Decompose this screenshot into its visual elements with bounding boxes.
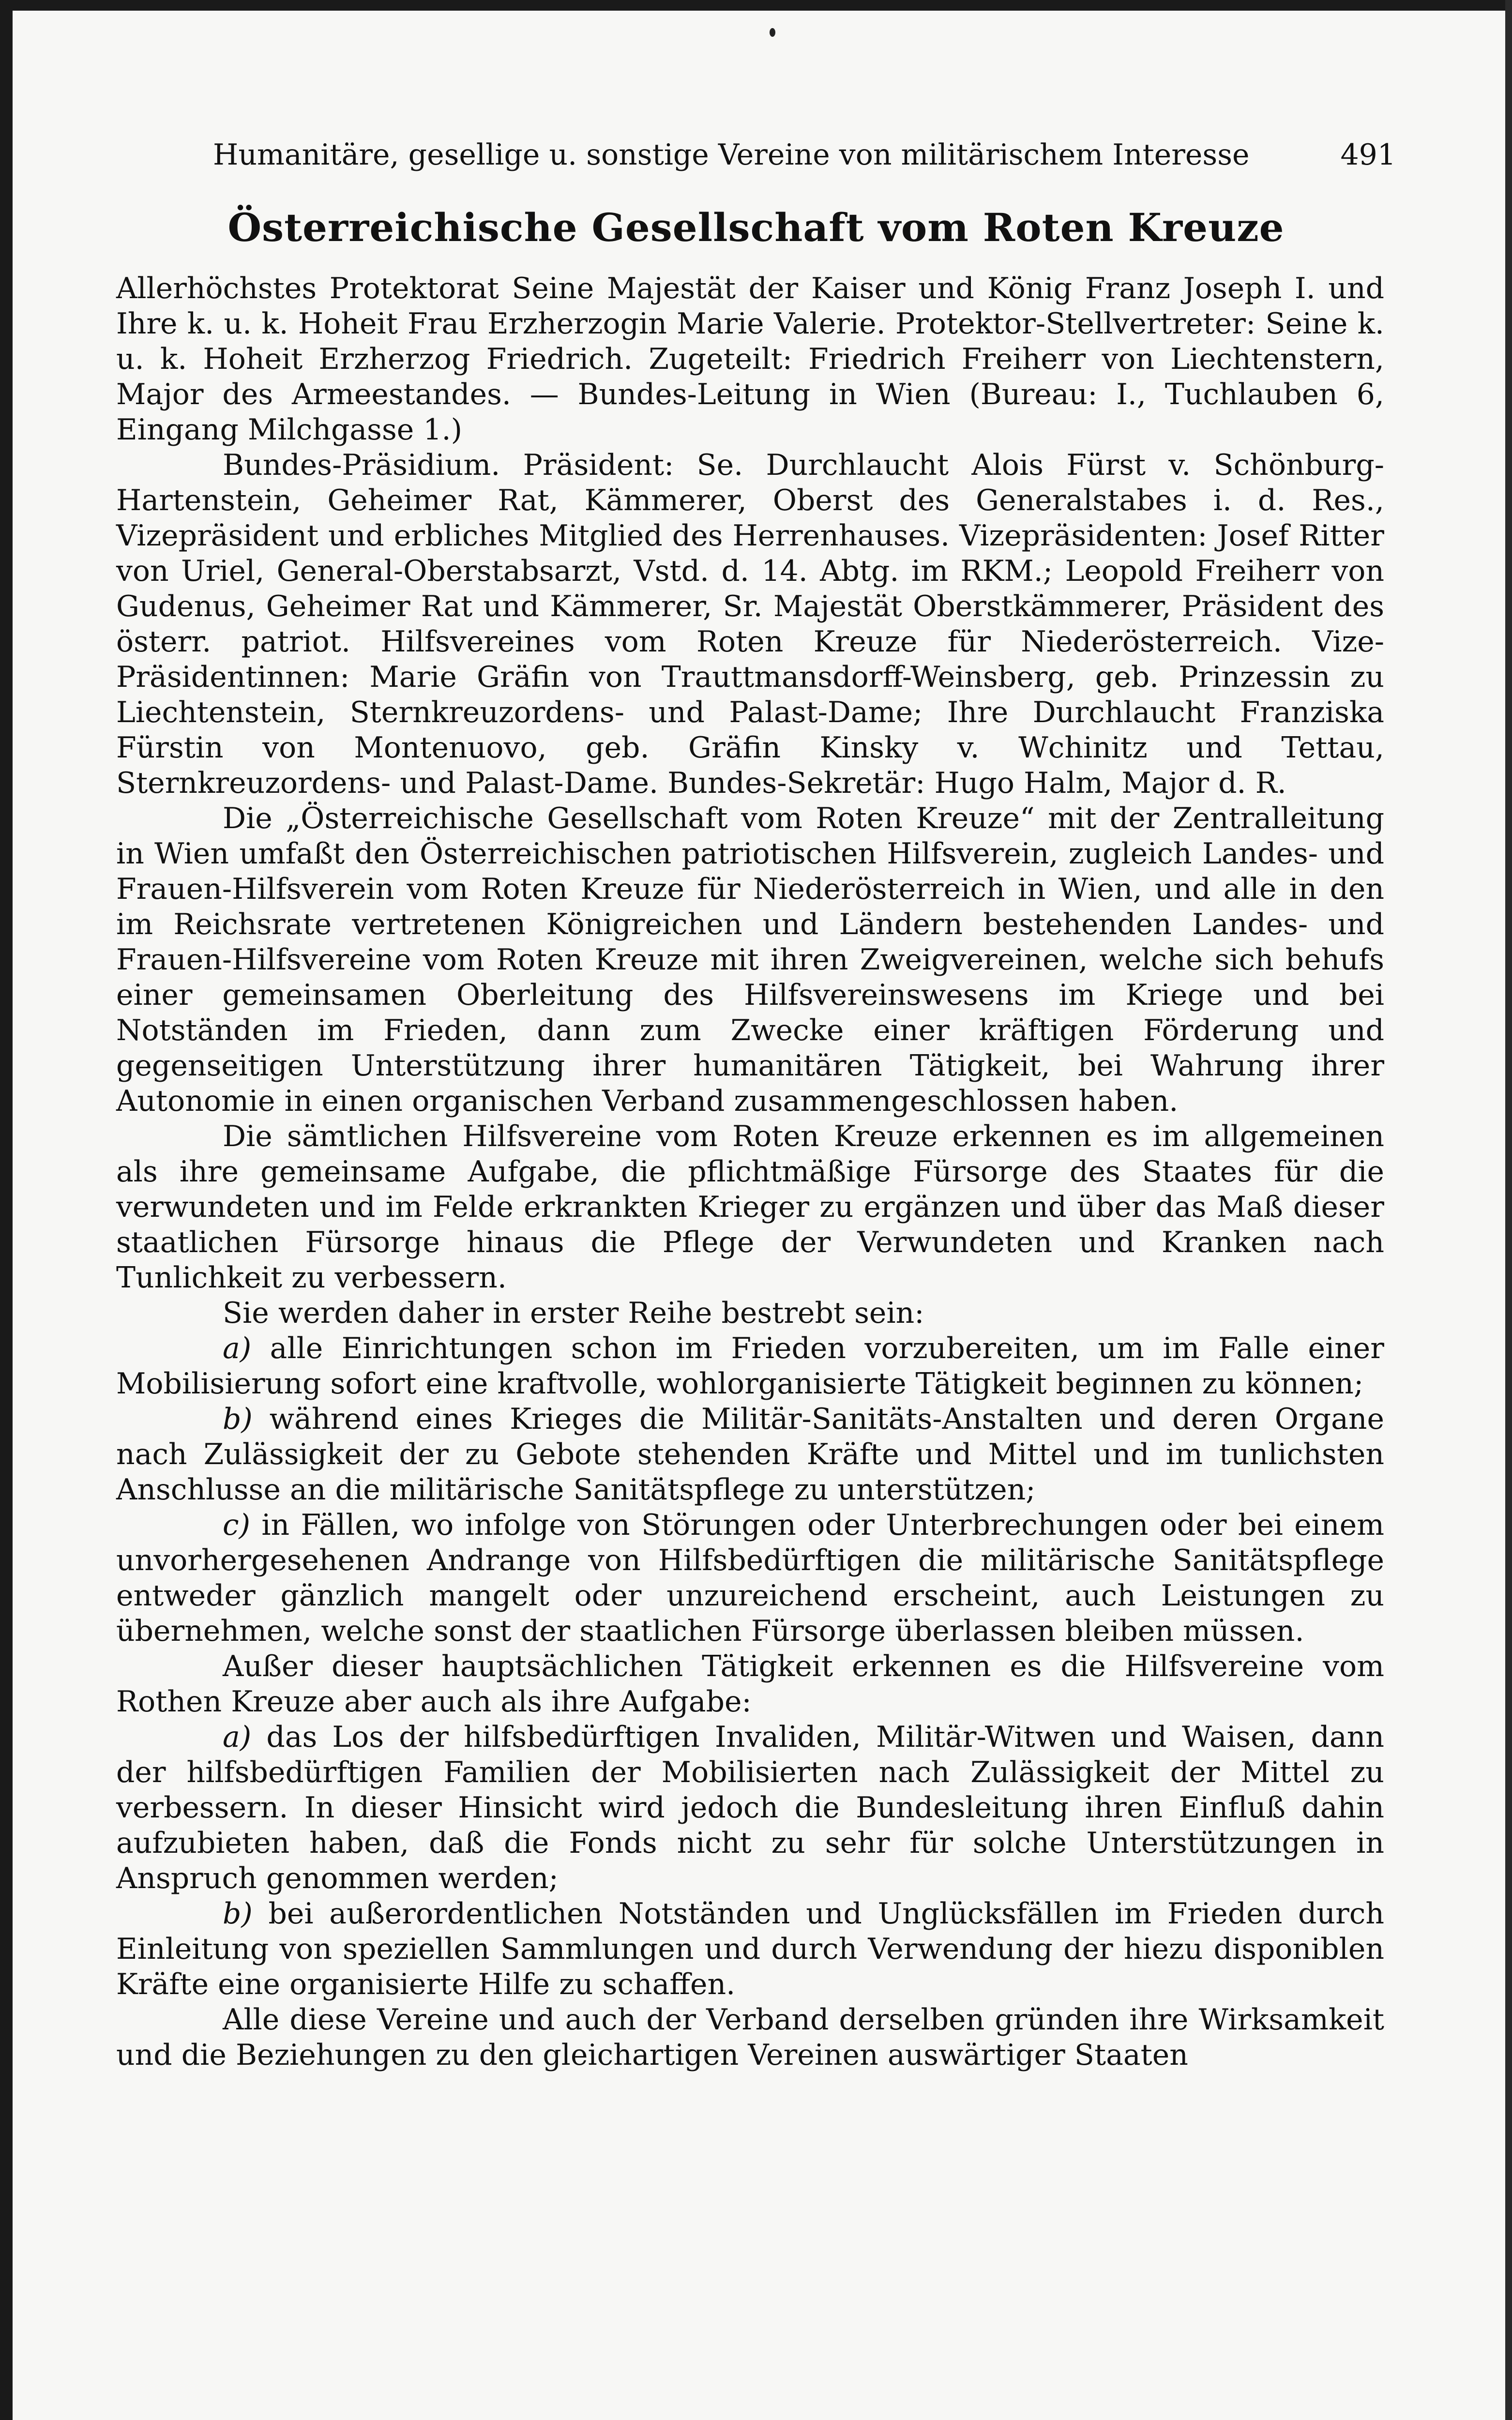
list-item-text: bei außerordentlichen Notständen und Unglücksfällen im Frieden durch Einleitung von speziellen Sammlungen und durch Verwendung der hiezu disponiblen Kräfte eine organisierte Hilfe zu schaffen.: [116, 1897, 1384, 2001]
paragraph-verband: Alle diese Vereine und auch der Verband derselben gründen ihre Wirksamkeit und die Beziehungen zu den gleichartigen Vereinen auswärtiger Staaten: [116, 2003, 1384, 2072]
page-header: [116, 131, 1396, 179]
paragraph-gesellschaft: Die „Österreichische Gesellschaft vom Roten Kreuze“ mit der Zentralleitung in Wien umfaßt den Österreichischen patriotischen Hilfsverein, zugleich Landes- und Frauen-Hilfsverein vom Roten Kreuze für Niederösterreich in Wien, und alle in den im Reichsrate vertretenen Königreichen und Ländern bestehenden Landes- und Frauen-Hilfsvereine vom Roten Kreuze mit ihren Zweigvereinen, welche sich behufs einer gemeinsamen Oberleitung des Hilfsvereinswesens im Kriege und bei Notständen im Frieden, dann zum Zwecke einer kräftigen Förderung und gegenseitigen Unterstützung ihrer humanitären Tätigkeit, bei Wahrung ihrer Autonomie in einen organischen Verband zusammengeschlossen haben.: [116, 802, 1384, 1118]
list-item-a2: [116, 1720, 1384, 1896]
paragraph-protektorat: Allerhöchstes Protektorat Seine Majestät der Kaiser und König Franz Joseph I. und Ihre k. u. k. Hoheit Frau Erzherzogin Marie Valerie. Protektor-Stellvertreter: Seine k. u. k. Hoheit Erzherzog Friedrich. Zugeteilt: Friedrich Freiherr von Liechtenstern, Major des Armeestandes. — Bundes-Leitung in Wien (Bureau: I., Tuchlauben 6, Eingang Milchgasse 1.): [116, 272, 1384, 447]
list-item-text: während eines Krieges die Militär-Sanitäts-Anstalten und deren Organe nach Zulässigkeit der zu Gebote stehenden Kräfte und Mittel und im tunlichsten Anschlusse an die militärische Sanitätspflege zu unterstützen;: [116, 1402, 1384, 1507]
list-item-c: [116, 1508, 1384, 1649]
list-label: c): [223, 1508, 251, 1542]
list-item-text: das Los der hilfsbedürftigen Invaliden, Militär-Witwen und Waisen, dann der hilfsbedürftigen Familien der Mobilisierten nach Zulässigkeit der Mittel zu verbessern. In dieser Hinsicht wird jedoch die Bundesleitung ihren Einfluß dahin aufzubieten haben, daß die Fonds nicht zu sehr für solche Unterstützungen in Anspruch genommen werden;: [116, 1720, 1385, 1895]
running-head: Humanitäre, gesellige u. sonstige Vereine von militärischem Interesse: [213, 138, 1250, 172]
list-item-a: [116, 1331, 1384, 1402]
list-item-b: [116, 1402, 1384, 1508]
scan-border-right: [1505, 0, 1512, 2420]
scan-border-top: [0, 0, 1512, 11]
list-label: b): [223, 1897, 253, 1931]
list-label: a): [223, 1720, 252, 1754]
paragraph-ausser: Außer dieser hauptsächlichen Tätigkeit erkennen es die Hilfsvereine vom Rothen Kreuze aber auch als ihre Aufgabe:: [116, 1649, 1384, 1719]
body-text: [116, 271, 1384, 2073]
scan-speck: [770, 28, 775, 37]
page-number: 491: [1340, 138, 1396, 172]
list-label: b): [223, 1402, 253, 1436]
paragraph-bestrebt: Sie werden daher in erster Reihe bestrebt sein:: [223, 1296, 924, 1330]
list-item-b2: [116, 1896, 1384, 2002]
paragraph-aufgabe: Die sämtlichen Hilfsvereine vom Roten Kreuze erkennen es im allgemeinen als ihre gemeinsame Aufgabe, die pflichtmäßige Fürsorge des Staates für die verwundeten und im Felde erkrankten Krieger zu ergänzen und über das Maß dieser staatlichen Fürsorge hinaus die Pflege der Verwundeten und Kranken nach Tunlichkeit zu verbessern.: [116, 1119, 1384, 1295]
section-title: Österreichische Gesellschaft vom Roten Kreuze: [227, 205, 1285, 250]
paragraph-praesidium: Bundes-Präsidium. Präsident: Se. Durchlaucht Alois Fürst v. Schönburg-Hartenstein, Geheimer Rat, Kämmerer, Oberst des Generalstabes i. d. Res., Vizepräsident und erbliches Mitglied des Herrenhauses. Vizepräsidenten: Josef Ritter von Uriel, General-Oberstabsarzt, Vstd. d. 14. Abtg. im RKM.; Leopold Freiherr von Gudenus, Geheimer Rat und Kämmerer, Sr. Majestät Oberstkämmerer, Präsident des österr. patriot. Hilfsvereines vom Roten Kreuze für Niederösterreich. Vize-Präsidentinnen: Marie Gräfin von Trauttmansdorff-Weinsberg, geb. Prinzessin zu Liechtenstein, Sternkreuzordens- und Palast-Dame; Ihre Durchlaucht Franziska Fürstin von Montenuovo, geb. Gräfin Kinsky v. Wchinitz und Tettau, Sternkreuzordens- und Palast-Dame. Bundes-Sekretär: Hugo Halm, Major d. R.: [116, 448, 1384, 800]
list-item-text: in Fällen, wo infolge von Störungen oder Unterbrechungen oder bei einem unvorhergesehenen Andrange von Hilfsbedürftigen die militärische Sanitätspflege entweder gänzlich mangelt oder unzureichend erscheint, auch Leistungen zu übernehmen, welche sonst der staatlichen Fürsorge überlassen bleiben müssen.: [116, 1508, 1385, 1648]
list-item-text: alle Einrichtungen schon im Frieden vorzubereiten, um im Falle einer Mobilisierung sofort eine kraftvolle, wohlorganisierte Tätigkeit beginnen zu können;: [116, 1331, 1384, 1401]
list-label: a): [223, 1331, 252, 1365]
scan-border-left: [0, 0, 13, 2420]
